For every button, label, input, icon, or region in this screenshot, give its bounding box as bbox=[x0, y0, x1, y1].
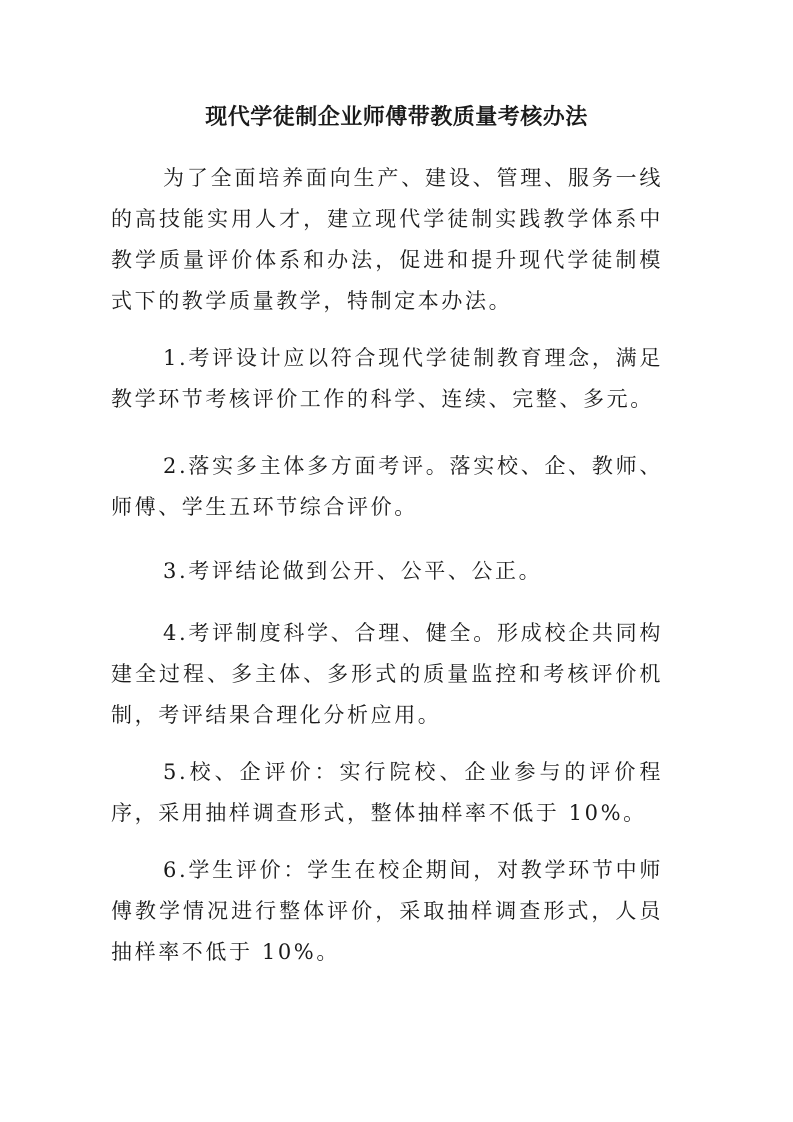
intro-paragraph: 为了全面培养面向生产、建设、管理、服务一线的高技能实用人才，建立现代学徒制实践教学体系中教学质量评价体系和办法，促进和提升现代学徒制模式下的教学质量教学，特制定本办法。 bbox=[111, 166, 663, 313]
clause-5: 5.校、企评价：实行院校、企业参与的评价程序，采用抽样调查形式，整体抽样率不低于 10%。 bbox=[111, 760, 663, 825]
clause-2: 2.落实多主体多方面考评。落实校、企、教师、师傅、学生五环节综合评价。 bbox=[111, 454, 663, 519]
clause-3: 3.考评结论做到公开、公平、公正。 bbox=[163, 559, 543, 583]
document-title: 现代学徒制企业师傅带教质量考核办法 bbox=[205, 105, 588, 130]
clause-6: 6.学生评价：学生在校企期间，对教学环节中师傅教学情况进行整体评价，采取抽样调查形式，人员抽样率不低于 10%。 bbox=[111, 858, 663, 964]
clause-1: 1.考评设计应以符合现代学徒制教育理念，满足教学环节考核评价工作的科学、连续、完整、多元。 bbox=[111, 346, 663, 411]
clause-4: 4.考评制度科学、合理、健全。形成校企共同构建全过程、多主体、多形式的质量监控和考核评价机制，考评结果合理化分析应用。 bbox=[111, 621, 663, 727]
